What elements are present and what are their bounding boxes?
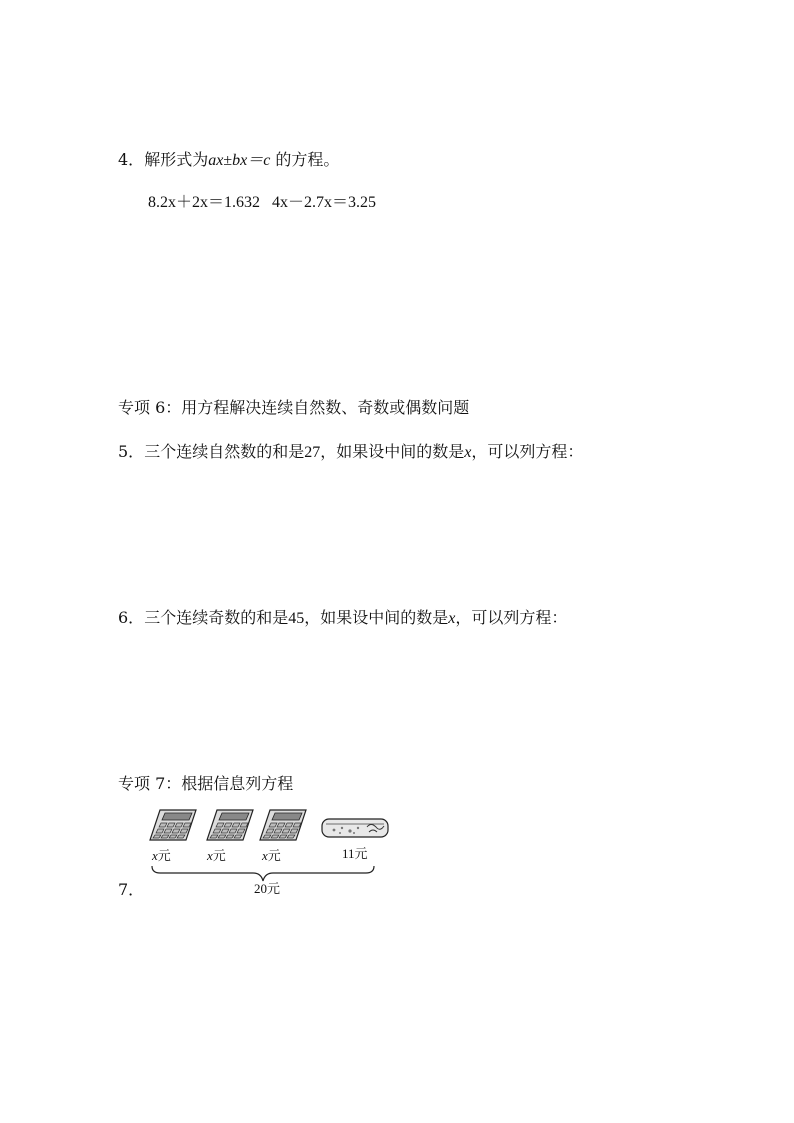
q4-equation-2: 4x－2.7x＝3.25 — [272, 194, 377, 211]
item-price-unit: 元 — [267, 849, 281, 864]
q4-formula: ax±bx＝c — [208, 152, 271, 169]
q5-line — [118, 442, 583, 463]
q4-suffix: 的方程。 — [270, 150, 340, 169]
q4-prefix: 解形式为 — [144, 150, 209, 169]
item-price-label — [262, 848, 281, 865]
q5-var: x — [464, 444, 472, 461]
section-6-title: 专项 6：用方程解决连续自然数、奇数或偶数问题 — [118, 398, 470, 417]
q5-text-a: 三个连续自然数的和是 — [144, 442, 305, 461]
q6-text-b: ，如果设中间的数是 — [304, 608, 449, 627]
q7-number: 7． — [118, 880, 145, 899]
q5-text-b: ，如果设中间的数是 — [320, 442, 465, 461]
q6-sum: 45 — [288, 610, 305, 627]
q6-var: x — [448, 610, 456, 627]
q4-line — [118, 150, 339, 171]
calculator-icon — [205, 808, 255, 842]
pencil-case-price-label: 11元 — [342, 846, 368, 861]
calculator-icon — [258, 808, 308, 842]
total-price-label: 20元 — [254, 881, 281, 896]
section-7-title: 专项 7：根据信息列方程 — [118, 774, 294, 793]
q4-number: 4． — [118, 150, 145, 169]
item-price-label — [207, 848, 226, 865]
calculator-icon — [148, 808, 198, 842]
q5-number: 5． — [118, 442, 145, 461]
pencil-case-icon — [320, 815, 390, 841]
item-price-unit: 元 — [212, 849, 226, 864]
q5-sum: 27 — [304, 444, 321, 461]
item-price-var: x — [262, 848, 268, 863]
item-price-label — [152, 848, 171, 865]
q6-text-a: 三个连续奇数的和是 — [144, 608, 289, 627]
q6-number: 6． — [118, 608, 145, 627]
q4-equation-1: 8.2x＋2x＝1.632 — [148, 194, 261, 211]
q6-text-c: ，可以列方程： — [455, 608, 568, 627]
q5-text-c: ，可以列方程： — [471, 442, 584, 461]
item-price-var: x — [207, 848, 213, 863]
item-price-unit: 元 — [157, 849, 171, 864]
item-price-var: x — [152, 848, 158, 863]
q6-line — [118, 608, 567, 629]
q4-equations — [148, 192, 376, 213]
